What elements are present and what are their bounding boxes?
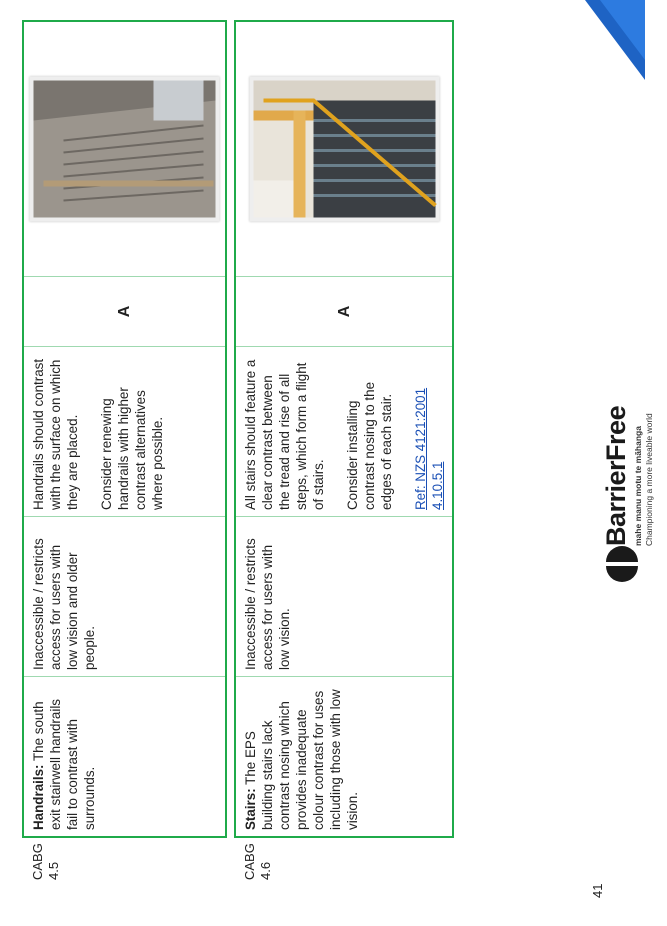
recommendation-cell bbox=[24, 346, 225, 516]
table-row bbox=[234, 20, 454, 880]
issue-cell bbox=[236, 676, 452, 836]
issue-title: Stairs: bbox=[243, 788, 258, 830]
item-code: CABG 4.5 bbox=[30, 843, 61, 880]
issue-title: Handrails: bbox=[31, 764, 46, 830]
stairs-photo bbox=[249, 77, 439, 222]
issue-text: The EPS building stairs lack contrast nosing which provides inadequate colour contrast for uses including those with low vision. bbox=[243, 689, 360, 830]
logo-wordmark: BarrierFree bbox=[601, 405, 631, 546]
row-table bbox=[234, 20, 454, 838]
stairwell-photo bbox=[30, 77, 220, 222]
recommendation-text: All stairs should feature a clear contrast between the tread and rise of all steps, which form a flight of stairs. bbox=[243, 359, 326, 510]
item-code: CABG 4.6 bbox=[242, 843, 273, 880]
recommendation-text: Consider installing contrast nosing to the edges of each stair. bbox=[345, 381, 394, 510]
recommendation-text: Handrails should contrast with the surface on which they are placed. bbox=[31, 358, 80, 510]
audit-table bbox=[22, 20, 462, 880]
rating-cell: A bbox=[24, 276, 225, 346]
rating-cell: A bbox=[236, 276, 452, 346]
row-table bbox=[22, 20, 227, 838]
table-row bbox=[22, 20, 227, 880]
impact-cell: Inaccessible / restricts access for users with low vision and older people. bbox=[24, 516, 225, 676]
logo-tagline-maori: mahe manu motu te māhanga bbox=[633, 426, 643, 546]
recommendation-cell bbox=[236, 346, 452, 516]
recommendation-text: Consider renewing handrails with higher contrast alternatives where possible. bbox=[99, 387, 165, 510]
reference-link[interactable]: Ref: NZS 4121:2001 4.10.5.1 bbox=[413, 387, 445, 510]
logo-tagline: Championing a more liveable world bbox=[644, 413, 654, 546]
issue-cell bbox=[24, 676, 225, 836]
photo-cell bbox=[24, 22, 225, 276]
page-number: 41 bbox=[590, 883, 605, 898]
impact-cell: Inaccessible / restricts access for users with low vision. bbox=[236, 516, 452, 676]
barrier-free-logo bbox=[597, 370, 667, 580]
issue-text: The south exit stairwell handrails fail to contrast with surrounds. bbox=[31, 699, 97, 830]
logo-mark-icon bbox=[605, 550, 639, 578]
corner-accent bbox=[545, 0, 645, 80]
photo-cell bbox=[236, 22, 452, 276]
